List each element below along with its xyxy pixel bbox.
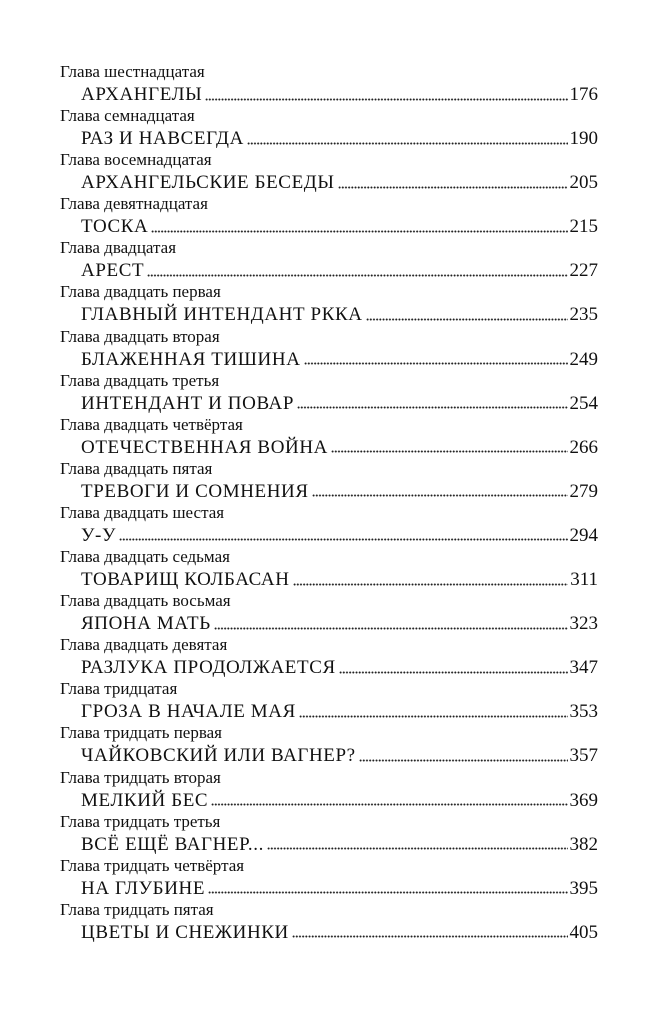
dot-leader xyxy=(331,450,568,454)
chapter-label: Глава девятнадцатая xyxy=(60,194,208,214)
chapter-title: РАЗЛУКА ПРОДОЛЖАЕТСЯ xyxy=(81,657,336,679)
chapter-title: ТОВАРИЩ КОЛБАСАН xyxy=(81,569,290,591)
dot-leader xyxy=(297,406,567,410)
chapter-title-row[interactable] xyxy=(81,215,598,238)
dot-leader xyxy=(359,758,568,762)
chapter-title: ТОСКА xyxy=(81,216,149,238)
chapter-title: АРХАНГЕЛЬСКИЕ БЕСЕДЫ xyxy=(81,172,335,194)
chapter-title-row[interactable] xyxy=(81,436,598,459)
chapter-title-row[interactable] xyxy=(81,744,598,767)
toc-entry xyxy=(60,768,598,812)
page-number: 227 xyxy=(569,260,598,282)
chapter-label: Глава семнадцатая xyxy=(60,106,195,126)
chapter-label: Глава тридцать вторая xyxy=(60,767,221,787)
chapter-label: Глава шестнадцатая xyxy=(60,62,205,81)
chapter-label: Глава тридцать третья xyxy=(60,811,221,831)
toc-entry xyxy=(60,194,598,238)
chapter-title: ИНТЕНДАНТ И ПОВАР xyxy=(81,392,295,414)
dot-leader xyxy=(119,538,567,542)
page-number: 357 xyxy=(569,745,598,767)
chapter-title: БЛАЖЕННАЯ ТИШИНА xyxy=(81,348,301,370)
chapter-title-row[interactable] xyxy=(81,612,598,635)
chapter-title: У-У xyxy=(81,524,117,546)
dot-leader xyxy=(312,494,568,498)
dot-leader xyxy=(147,273,567,277)
chapter-label: Глава тридцать первая xyxy=(60,723,223,743)
chapter-label: Глава двадцать шестая xyxy=(60,502,225,522)
page-number: 353 xyxy=(569,701,598,723)
toc-entry xyxy=(60,459,598,503)
chapter-title-row[interactable] xyxy=(81,127,598,150)
dot-leader xyxy=(208,891,567,895)
toc-entry xyxy=(60,371,598,415)
chapter-title: АРЕСТ xyxy=(81,260,145,282)
chapter-title-row[interactable] xyxy=(81,259,598,282)
chapter-title: ОТЕЧЕСТВЕННАЯ ВОЙНА xyxy=(81,436,328,458)
chapter-title-row[interactable] xyxy=(81,921,598,944)
chapter-title: ГРОЗА В НАЧАЛЕ МАЯ xyxy=(81,701,296,723)
chapter-title-row[interactable] xyxy=(81,303,598,326)
chapter-title-row[interactable] xyxy=(81,480,598,503)
toc-entry xyxy=(60,503,598,547)
chapter-title: АРХАНГЕЛЫ xyxy=(81,84,203,105)
chapter-title: ВСЁ ЕЩЁ ВАГНЕР... xyxy=(81,833,264,855)
chapter-label: Глава двадцать третья xyxy=(60,370,220,390)
chapter-label: Глава двадцать седьмая xyxy=(60,547,230,567)
chapter-title-row[interactable] xyxy=(81,700,598,723)
dot-leader xyxy=(205,97,567,101)
toc-entry xyxy=(60,62,598,106)
toc-entry xyxy=(60,856,598,900)
toc-entry xyxy=(60,679,598,723)
toc-entry xyxy=(60,591,598,635)
page-number: 382 xyxy=(569,833,598,855)
page-number: 235 xyxy=(569,304,598,326)
chapter-title: РАЗ И НАВСЕГДА xyxy=(81,128,244,150)
dot-leader xyxy=(292,935,568,939)
chapter-title-row[interactable] xyxy=(81,171,598,194)
toc-entry xyxy=(60,812,598,856)
toc-entry xyxy=(60,900,598,944)
dot-leader xyxy=(247,141,568,145)
dot-leader xyxy=(338,185,568,189)
dot-leader xyxy=(214,626,568,630)
chapter-label: Глава тридцатая xyxy=(60,679,178,699)
toc-entry xyxy=(60,238,598,282)
chapter-title-row[interactable] xyxy=(81,877,598,900)
chapter-label: Глава двадцать пятая xyxy=(60,458,213,478)
chapter-title: ТРЕВОГИ И СОМНЕНИЯ xyxy=(81,480,309,502)
toc-entry xyxy=(60,723,598,767)
chapter-title: ЯПОНА МАТЬ xyxy=(81,613,211,635)
chapter-title: ЦВЕТЫ И СНЕЖИНКИ xyxy=(81,921,289,943)
dot-leader xyxy=(293,582,569,586)
chapter-title: ЧАЙКОВСКИЙ ИЛИ ВАГНЕР? xyxy=(81,745,356,767)
chapter-label: Глава двадцать четвёртая xyxy=(60,414,243,434)
page-number: 279 xyxy=(569,480,598,502)
chapter-title-row[interactable] xyxy=(81,83,598,106)
dot-leader xyxy=(299,714,568,718)
chapter-title-row[interactable] xyxy=(81,392,598,415)
toc-entry xyxy=(60,635,598,679)
chapter-label: Глава двадцать девятая xyxy=(60,635,228,655)
toc-entry xyxy=(60,327,598,371)
page-number: 249 xyxy=(569,348,598,370)
chapter-label: Глава тридцать четвёртая xyxy=(60,855,245,875)
chapter-title-row[interactable] xyxy=(81,833,598,856)
page-number: 323 xyxy=(569,613,598,635)
dot-leader xyxy=(151,229,567,233)
chapter-label: Глава двадцать первая xyxy=(60,282,221,302)
chapter-title-row[interactable] xyxy=(81,348,598,371)
dot-leader xyxy=(211,803,567,807)
dot-leader xyxy=(304,362,568,366)
chapter-label: Глава двадцать вторая xyxy=(60,326,220,346)
chapter-title: НА ГЛУБИНЕ xyxy=(81,877,206,899)
page-number: 254 xyxy=(569,392,598,414)
page-number: 347 xyxy=(569,657,598,679)
chapter-title: МЕЛКИЙ БЕС xyxy=(81,789,209,811)
chapter-label: Глава двадцать восьмая xyxy=(60,591,231,611)
page-number: 369 xyxy=(569,789,598,811)
toc-entry xyxy=(60,547,598,591)
chapter-title: ГЛАВНЫЙ ИНТЕНДАНТ РККА xyxy=(81,304,363,326)
dot-leader xyxy=(267,847,568,851)
toc-entry xyxy=(60,106,598,150)
page-number: 294 xyxy=(569,524,598,546)
dot-leader xyxy=(366,317,568,321)
page-number: 266 xyxy=(569,436,598,458)
toc-entry xyxy=(60,282,598,326)
chapter-label: Глава восемнадцатая xyxy=(60,150,212,170)
page-number: 395 xyxy=(569,877,598,899)
page-number: 190 xyxy=(569,128,598,150)
toc-entry xyxy=(60,415,598,459)
chapter-title-row[interactable] xyxy=(81,568,598,591)
chapter-title-row[interactable] xyxy=(81,789,598,812)
page-number: 405 xyxy=(569,921,598,943)
dot-leader xyxy=(339,670,568,674)
chapter-label: Глава двадцатая xyxy=(60,238,177,258)
page-number: 205 xyxy=(569,172,598,194)
toc-entry xyxy=(60,150,598,194)
page-number: 176 xyxy=(569,84,598,105)
table-of-contents xyxy=(60,62,598,944)
chapter-title-row[interactable] xyxy=(81,524,598,547)
page-number: 311 xyxy=(570,569,598,591)
chapter-title-row[interactable] xyxy=(81,656,598,679)
page-number: 215 xyxy=(569,216,598,238)
chapter-label: Глава тридцать пятая xyxy=(60,899,214,919)
